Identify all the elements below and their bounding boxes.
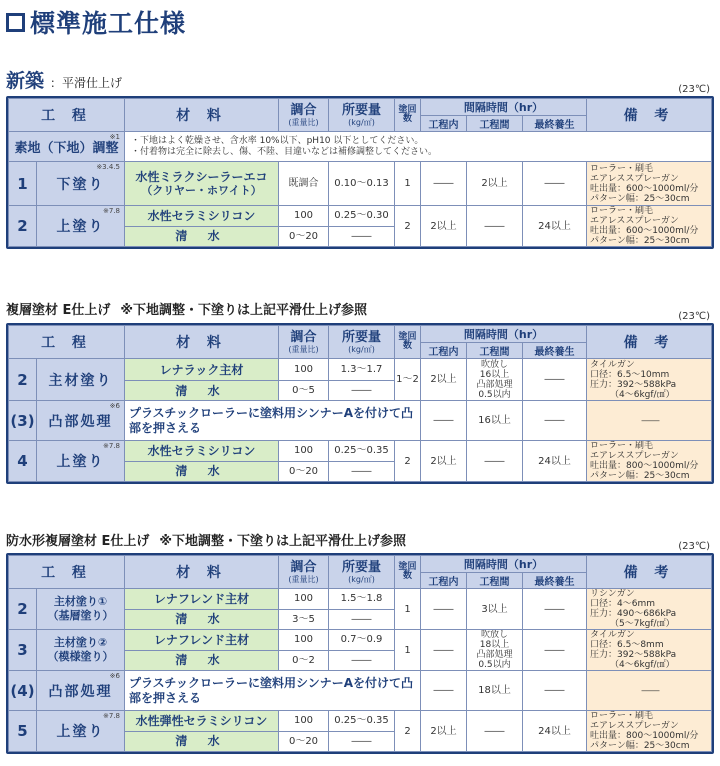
material-cell: レナフレンド主材 <box>125 589 279 610</box>
interval-between-cell: 吹放し 16以上 凸部処理 0.5以内 <box>467 359 523 401</box>
interval-between-cell: ―― <box>467 441 523 482</box>
prep-label: 素地（下地）調整 ※1 <box>9 132 125 162</box>
amount-cell: ―― <box>329 731 395 752</box>
amount-cell: 0.10〜0.13 <box>329 162 395 206</box>
temp-note: (23℃) <box>678 541 710 552</box>
header-interval-between: 工程間 <box>467 116 523 132</box>
step-no: (3) <box>9 401 37 441</box>
header-interval: 間隔時間（hr） <box>421 99 587 116</box>
coats-cell: 1〜2 <box>395 359 421 401</box>
step-name: 主材塗り② （模様塗り） <box>37 630 125 671</box>
interval-in-cell: 2以上 <box>421 711 467 752</box>
interval-final-cell: 24以上 <box>523 206 587 247</box>
material-water: 清 水 <box>125 461 279 482</box>
amount-cell: ―― <box>329 650 395 671</box>
mix-cell: 0〜5 <box>279 381 329 401</box>
header-interval-in: 工程内 <box>421 573 467 589</box>
header-interval-final: 最終養生 <box>523 573 587 589</box>
temp-note: (23℃) <box>678 311 710 322</box>
mix-cell: 0〜20 <box>279 731 329 752</box>
mix-cell: 100 <box>279 359 329 381</box>
interval-final-cell: 24以上 <box>523 711 587 752</box>
spec-table-bousui <box>6 553 714 754</box>
interval-in-cell: 2以上 <box>421 441 467 482</box>
header-material: 材 料 <box>125 556 279 589</box>
interval-in-cell: 2以上 <box>421 206 467 247</box>
remarks-cell: ローラー・刷毛 エアレススプレーガン 吐出量：800〜1000ml/分 パターン幅：25〜30cm <box>587 441 712 482</box>
material-water: 清 水 <box>125 609 279 630</box>
header-coats: 塗回数 <box>395 556 421 589</box>
remarks-cell: ローラー・刷毛 エアレススプレーガン 吐出量：600〜1000ml/分 パターン幅：25〜30cm <box>587 206 712 247</box>
interval-final-cell: ―― <box>523 630 587 671</box>
amount-cell: ―― <box>329 381 395 401</box>
material-cell: 水性セラミシリコン <box>125 441 279 462</box>
mix-cell: 0〜2 <box>279 650 329 671</box>
header-coats: 塗回数 <box>395 99 421 132</box>
square-icon <box>6 13 25 32</box>
interval-between-cell: 18以上 <box>467 671 523 711</box>
amount-cell: 1.5〜1.8 <box>329 589 395 610</box>
step-name: 主材塗り① （基層塗り） <box>37 589 125 630</box>
coats-cell: 1 <box>395 589 421 630</box>
amount-cell: ―― <box>329 609 395 630</box>
amount-cell: 0.25〜0.30 <box>329 206 395 227</box>
amount-cell: 0.7〜0.9 <box>329 630 395 651</box>
mix-cell: 100 <box>279 206 329 227</box>
step-no: 1 <box>9 162 37 206</box>
remarks-cell: ―― <box>587 401 712 441</box>
coats-cell: 1 <box>395 630 421 671</box>
header-process: 工 程 <box>9 326 125 359</box>
material-cell: 水性弾性セラミシリコン <box>125 711 279 732</box>
header-process: 工 程 <box>9 556 125 589</box>
header-mix: 調合 (重量比) <box>279 326 329 359</box>
header-material: 材 料 <box>125 326 279 359</box>
section-title-shinchiku: 新築 ：平滑仕上げ <box>6 70 123 92</box>
amount-cell: 1.3〜1.7 <box>329 359 395 381</box>
coats-cell: 2 <box>395 711 421 752</box>
header-interval: 間隔時間（hr） <box>421 326 587 343</box>
header-interval: 間隔時間（hr） <box>421 556 587 573</box>
interval-final-cell: 24以上 <box>523 441 587 482</box>
step-no: 2 <box>9 589 37 630</box>
header-interval-between: 工程間 <box>467 343 523 359</box>
step-no: 2 <box>9 206 37 247</box>
section-title-bousui: 防水形複層塗材 E仕上げ ※下地調整・下塗りは上記平滑仕上げ参照 <box>6 534 407 549</box>
header-interval-final: 最終養生 <box>523 116 587 132</box>
remarks-cell: リシンガン 口径：4〜6mm 圧力：490〜686kPa （5〜7kgf/㎠） <box>587 589 712 630</box>
step-no: 3 <box>9 630 37 671</box>
step-name: 主材塗り <box>37 359 125 401</box>
header-mix: 調合 (重量比) <box>279 556 329 589</box>
method-cell: プラスチックローラーに塗料用シンナーAを付けて凸部を押さえる <box>125 671 421 711</box>
interval-in-cell: 2以上 <box>421 359 467 401</box>
mix-cell: 0〜20 <box>279 461 329 482</box>
amount-cell: 0.25〜0.35 <box>329 711 395 732</box>
step-name: 下塗り ※3.4.5 <box>37 162 125 206</box>
interval-between-cell: 2以上 <box>467 162 523 206</box>
interval-in-cell: ―― <box>421 401 467 441</box>
step-no: 5 <box>9 711 37 752</box>
interval-between-cell: 3以上 <box>467 589 523 630</box>
remarks-cell: タイルガン 口径：6.5〜8mm 圧力：392〜588kPa （4〜6kgf/㎠） <box>587 630 712 671</box>
interval-between-cell: 吹放し 18以上 凸部処理 0.5以内 <box>467 630 523 671</box>
coats-cell: 2 <box>395 206 421 247</box>
interval-final-cell: ―― <box>523 162 587 206</box>
interval-between-cell: 16以上 <box>467 401 523 441</box>
interval-in-cell: ―― <box>421 630 467 671</box>
header-remarks: 備 考 <box>587 556 712 589</box>
material-cell: レナフレンド主材 <box>125 630 279 651</box>
mix-cell: 0〜20 <box>279 226 329 247</box>
step-no: 2 <box>9 359 37 401</box>
step-name: 上塗り ※7.8 <box>37 441 125 482</box>
amount-cell: ―― <box>329 461 395 482</box>
page-title <box>6 6 186 38</box>
amount-cell: 0.25〜0.35 <box>329 441 395 462</box>
step-no: (4) <box>9 671 37 711</box>
step-name: 上塗り ※7.8 <box>37 711 125 752</box>
interval-final-cell: ―― <box>523 671 587 711</box>
page-title-text: 標準施工仕様 <box>30 9 187 38</box>
mix-cell: 100 <box>279 441 329 462</box>
mix-cell: 100 <box>279 589 329 610</box>
step-no: 4 <box>9 441 37 482</box>
header-interval-in: 工程内 <box>421 116 467 132</box>
interval-in-cell: ―― <box>421 162 467 206</box>
mix-cell: 100 <box>279 630 329 651</box>
interval-final-cell: ―― <box>523 401 587 441</box>
material-cell: 水性セラミシリコン <box>125 206 279 227</box>
interval-in-cell: ―― <box>421 589 467 630</box>
header-amount: 所要量 (kg/㎡) <box>329 326 395 359</box>
material-water: 清 水 <box>125 226 279 247</box>
mix-cell: 100 <box>279 711 329 732</box>
remarks-cell: ―― <box>587 671 712 711</box>
material-cell: 水性ミラクシーラーエコ （クリヤー・ホワイト） <box>125 162 279 206</box>
header-interval-final: 最終養生 <box>523 343 587 359</box>
interval-final-cell: ―― <box>523 589 587 630</box>
header-amount: 所要量 (kg/㎡) <box>329 99 395 132</box>
remarks-cell: ローラー・刷毛 エアレススプレーガン 吐出量：800〜1000ml/分 パターン幅：25〜30cm <box>587 711 712 752</box>
method-cell: プラスチックローラーに塗料用シンナーAを付けて凸部を押さえる <box>125 401 421 441</box>
interval-final-cell: ―― <box>523 359 587 401</box>
spec-table-fukuso <box>6 323 714 484</box>
mix-cell: 既調合 <box>279 162 329 206</box>
interval-between-cell: ―― <box>467 711 523 752</box>
header-coats: 塗回数 <box>395 326 421 359</box>
interval-between-cell: ―― <box>467 206 523 247</box>
material-water: 清 水 <box>125 731 279 752</box>
prep-text: ・下地はよく乾燥させ、含水率 10%以下、pH10 以下としてください。 ・付着物は完全に除去し、傷、不陸、目違いなどは補修調整してください。 <box>125 132 712 162</box>
header-material: 材 料 <box>125 99 279 132</box>
section-title-fukuso: 複層塗材 E仕上げ ※下地調整・下塗りは上記平滑仕上げ参照 <box>6 303 368 318</box>
coats-cell: 1 <box>395 162 421 206</box>
header-remarks: 備 考 <box>587 326 712 359</box>
header-process: 工 程 <box>9 99 125 132</box>
remarks-cell: タイルガン 口径：6.5〜10mm 圧力：392〜588kPa （4〜6kgf/㎠） <box>587 359 712 401</box>
temp-note: (23℃) <box>678 84 710 95</box>
header-remarks: 備 考 <box>587 99 712 132</box>
mix-cell: 3〜5 <box>279 609 329 630</box>
header-interval-between: 工程間 <box>467 573 523 589</box>
material-cell: レナラック主材 <box>125 359 279 381</box>
header-interval-in: 工程内 <box>421 343 467 359</box>
header-mix: 調合 (重量比) <box>279 99 329 132</box>
header-amount: 所要量 (kg/㎡) <box>329 556 395 589</box>
material-water: 清 水 <box>125 381 279 401</box>
step-name: 上塗り ※7.8 <box>37 206 125 247</box>
remarks-cell: ローラー・刷毛 エアレススプレーガン 吐出量：600〜1000ml/分 パターン幅：25〜30cm <box>587 162 712 206</box>
interval-in-cell: ―― <box>421 671 467 711</box>
step-name: 凸部処理 ※6 <box>37 401 125 441</box>
coats-cell: 2 <box>395 441 421 482</box>
step-name: 凸部処理 ※6 <box>37 671 125 711</box>
amount-cell: ―― <box>329 226 395 247</box>
spec-table-shinchiku <box>6 96 714 249</box>
material-water: 清 水 <box>125 650 279 671</box>
